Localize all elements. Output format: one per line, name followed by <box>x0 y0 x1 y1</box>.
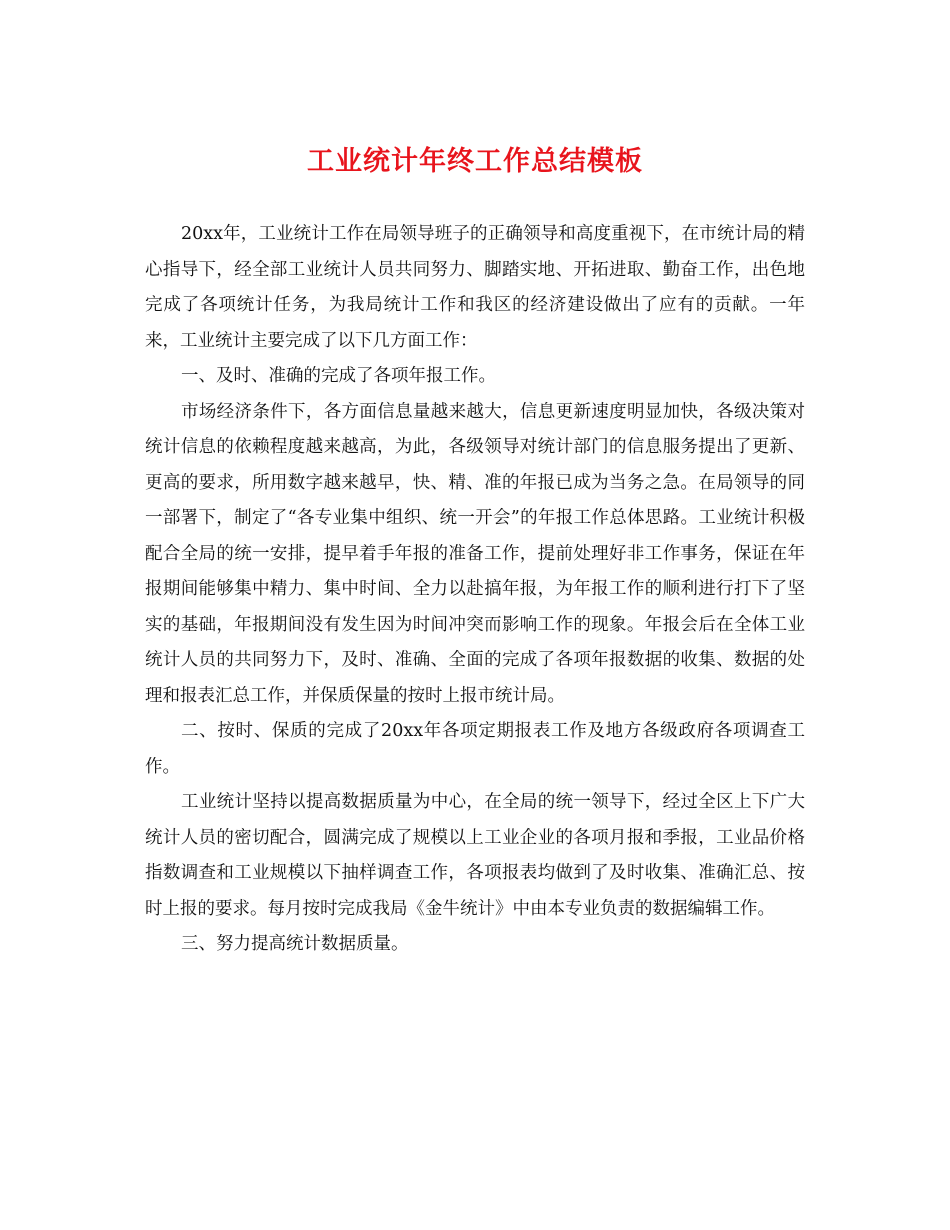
section-heading-1: 一、及时、准确的完成了各项年报工作。 <box>181 366 496 386</box>
document-title: 工业统计年终工作总结模板 <box>307 146 643 177</box>
intro-paragraph: 20xx年，工业统计工作在局领导班子的正确领导和高度重视下，在市统计局的精心指导下，经全部工业统计人员共同努力、脚踏实地、开拓进取、勤奋工作，出色地完成了各项统计任务，为我局统计工作和我区的经济建设做出了应有的贡献。一年来，工业统计主要完成了以下几方面工作： <box>145 224 805 351</box>
document-body <box>145 217 805 963</box>
section-heading-3: 三、努力提高统计数据质量。 <box>181 934 409 954</box>
section-heading-2: 二、按时、保质的完成了20xx年各项定期报表工作及地方各级政府各项调查工作。 <box>145 721 805 777</box>
section-1-paragraph: 市场经济条件下，各方面信息量越来越大，信息更新速度明显加快，各级决策对统计信息的依赖程度越来越高，为此，各级领导对统计部门的信息服务提出了更新、更高的要求，所用数字越来越早，快、精、准的年报已成为当务之急。在局领导的同一部署下，制定了“各专业集中组织、统一开会”的年报工作总体思路。工业统计积极配合全局的统一安排，提早着手年报的准备工作，提前处理好非工作事务，保证在年报期间能够集中精力、集中时间、全力以赴搞年报，为年报工作的顺利进行打下了坚实的基础，年报期间没有发生因为时间冲突而影响工作的现象。年报会后在全体工业统计人员的共同努力下，及时、准确、全面的完成了各项年报数据的收集、数据的处理和报表汇总工作，并保质保量的按时上报市统计局。 <box>145 401 805 706</box>
section-2-paragraph: 工业统计坚持以提高数据质量为中心，在全局的统一领导下，经过全区上下广大统计人员的密切配合，圆满完成了规模以上工业企业的各项月报和季报，工业品价格指数调查和工业规模以下抽样调查工作，各项报表均做到了及时收集、准确汇总、按时上报的要求。每月按时完成我局《金牛统计》中由本专业负责的数据编辑工作。 <box>145 792 805 919</box>
